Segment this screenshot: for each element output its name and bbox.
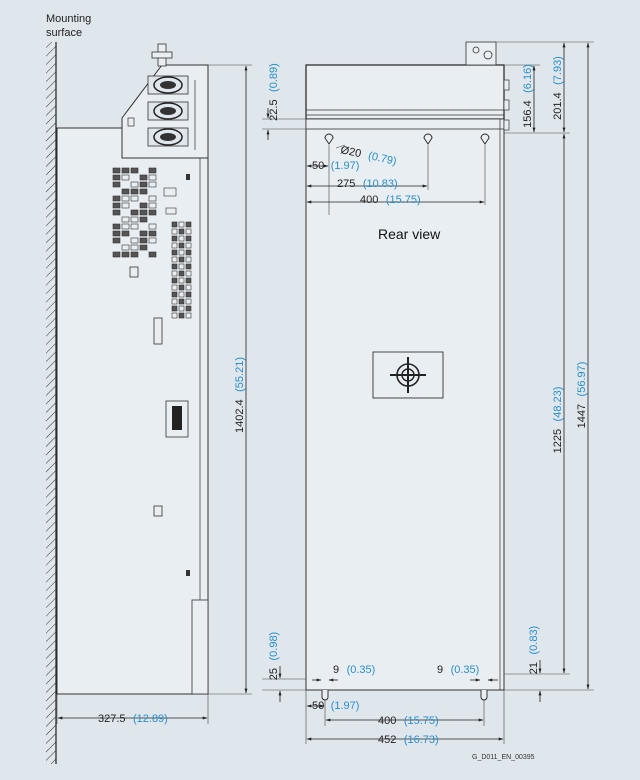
pcb-component [149, 231, 156, 236]
rear-view-top-cover [306, 65, 504, 119]
pcb-component [140, 238, 147, 243]
pcb-component [179, 285, 184, 290]
pcb-component [131, 210, 138, 215]
pcb-component [179, 271, 184, 276]
pcb-component [186, 306, 191, 311]
pcb-component [179, 257, 184, 262]
pcb-component [172, 222, 177, 227]
dim-21: 21 (0.83) [528, 625, 540, 675]
pcb-component [113, 182, 120, 187]
pcb-component [140, 189, 147, 194]
dim-hole-diameter: Ø20 (0.79) [339, 144, 398, 168]
pcb-component [149, 168, 156, 173]
pcb-component [172, 264, 177, 269]
pcb-component [186, 264, 191, 269]
pcb-component [113, 168, 120, 173]
pcb-component [113, 203, 120, 208]
pcb-component [122, 168, 129, 173]
pcb-component [179, 313, 184, 318]
dim-25: 25 (0.98) [268, 631, 280, 681]
rear-view-title: Rear view [378, 226, 441, 242]
pcb-component [131, 189, 138, 194]
pcb-component [179, 299, 184, 304]
pcb-component [172, 292, 177, 297]
pcb-component [122, 189, 129, 194]
pcb-component [131, 168, 138, 173]
pcb-component [172, 250, 177, 255]
side-view [57, 44, 208, 694]
dim-327-5: 327.5 (12.89) [98, 713, 168, 725]
dim-hole-400: 400 (15.75) [360, 194, 421, 206]
pcb-component [113, 252, 120, 257]
dim-bottom-400: 400 (15.75) [378, 715, 439, 727]
pcb-component [113, 238, 120, 243]
pcb-component [140, 203, 147, 208]
dim-1402-4: 1402.4 (55.21) [234, 357, 246, 433]
dim-hole-50: 50 (1.97) [312, 160, 360, 172]
pcb-component [179, 243, 184, 248]
rear-view [306, 42, 509, 700]
mounting-surface-label-2: surface [46, 27, 83, 39]
pcb-component [186, 292, 191, 297]
dim-hole-275: 275 (10.83) [337, 178, 398, 190]
dim-bottom-50: 50 (1.97) [312, 700, 360, 712]
pcb-component [179, 229, 184, 234]
pcb-component [140, 182, 147, 187]
pcb-component [149, 210, 156, 215]
pcb-component [186, 236, 191, 241]
pcb-component [149, 252, 156, 257]
mounting-surface [46, 42, 56, 764]
dim-156-4: 156.4 (6.16) [522, 64, 534, 128]
dim-width-452: 452 (16.73) [378, 734, 439, 746]
side-view-terminals [148, 76, 188, 146]
pcb-component [113, 224, 120, 229]
pcb-component [172, 278, 177, 283]
pcb-component [140, 245, 147, 250]
dim-1447: 1447 (56.97) [576, 361, 588, 429]
pcb-component [186, 278, 191, 283]
pcb-component [122, 231, 129, 236]
pcb-component [140, 175, 147, 180]
rear-view-center-mark-icon [373, 352, 443, 398]
pcb-component [186, 250, 191, 255]
pcb-component [172, 236, 177, 241]
pcb-component [113, 231, 120, 236]
dim-22-5: 22.5 (0.89) [268, 63, 280, 121]
dim-slot-9-right: 9 (0.35) [437, 664, 480, 676]
dim-1225: 1225 (48.23) [552, 386, 564, 454]
pcb-component [122, 252, 129, 257]
pcb-component [113, 210, 120, 215]
pcb-component [113, 175, 120, 180]
pcb-component [131, 252, 138, 257]
mounting-surface-label-1: Mounting [46, 13, 92, 25]
dim-slot-9-left: 9 (0.35) [333, 664, 376, 676]
pcb-component [113, 196, 120, 201]
pcb-component [140, 210, 147, 215]
dim-201-4: 201.4 (7.93) [552, 56, 564, 120]
drawing-id: G_D011_EN_00395 [472, 754, 535, 761]
pcb-component [172, 306, 177, 311]
pcb-component [140, 217, 147, 222]
pcb-component [140, 231, 147, 236]
pcb-component [186, 222, 191, 227]
